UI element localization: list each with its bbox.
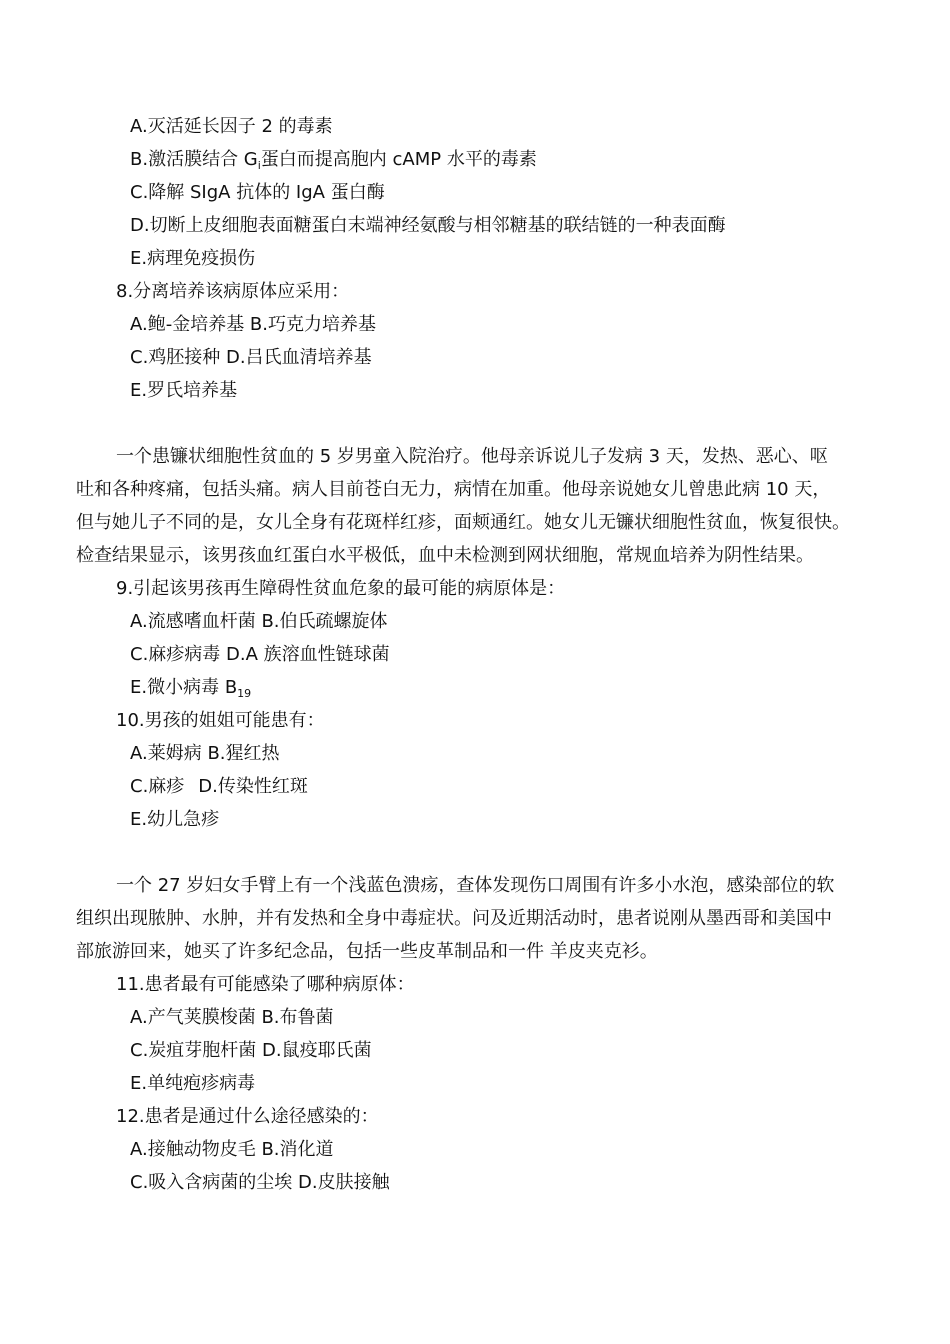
case2-line-1: 一个患镰状细胞性贫血的 5 岁男童入院治疗。他母亲诉说儿子发病 3 天，发热、恶心、呕 (116, 446, 828, 467)
q11-question: 11.患者最有可能感染了哪种病原体： (116, 974, 415, 995)
q7-option-b (130, 148, 537, 172)
case3-line-1: 一个 27 岁妇女手臂上有一个浅蓝色溃疡，查体发现伤口周围有许多小水泡，感染部位的软 (116, 875, 835, 896)
case2-line-2: 吐和各种疼痛，包括头痛。病人目前苍白无力，病情在加重。他母亲说她女儿曾患此病 10 天， (76, 479, 831, 500)
q9-options-cd: C.麻疹病毒 D.A 族溶血性链球菌 (130, 644, 390, 665)
q8-options-ab: A.鲍-金培养基 B.巧克力培养基 (130, 314, 377, 335)
q8-options-cd: C.鸡胚接种 D.吕氏血清培养基 (130, 347, 372, 368)
q9-option-e (130, 676, 251, 700)
q9-options-ab: A.流感嗜血杆菌 B.伯氏疏螺旋体 (130, 611, 388, 632)
q12-options-ab: A.接触动物皮毛 B.消化道 (130, 1139, 334, 1160)
q11-options-cd: C.炭疽芽胞杆菌 D.鼠疫耶氏菌 (130, 1040, 372, 1061)
q7-option-a: A.灭活延长因子 2 的毒素 (130, 116, 333, 137)
q10-option-d: D.传染性红斑 (198, 776, 308, 797)
q7-option-b-text-rest: 蛋白而提高胞内 cAMP 水平的毒素 (260, 149, 537, 170)
case3-line-2: 组织出现脓肿、水肿，并有发热和全身中毒症状。问及近期活动时，患者说刚从墨西哥和美国中 (76, 908, 832, 929)
q11-option-e: E.单纯疱疹病毒 (130, 1073, 256, 1094)
q9-question: 9.引起该男孩再生障碍性贫血危象的最可能的病原体是： (116, 578, 566, 599)
q11-options-ab: A.产气荚膜梭菌 B.布鲁菌 (130, 1007, 334, 1028)
q10-options-cd (130, 775, 308, 799)
q9-option-e-text: E.微小病毒 B (130, 677, 238, 698)
q7-option-c: C.降解 SIgA 抗体的 IgA 蛋白酶 (130, 182, 385, 203)
q10-question: 10.男孩的姐姐可能患有： (116, 710, 325, 731)
q7-option-b-subscript: i (257, 159, 261, 172)
q7-option-d: D.切断上皮细胞表面糖蛋白末端神经氨酸与相邻糖基的联结链的一种表面酶 (130, 215, 726, 236)
case2-line-4: 检查结果显示，该男孩血红蛋白水平极低，血中未检测到网状细胞，常规血培养为阴性结果。 (76, 545, 814, 566)
q7-option-e: E.病理免疫损伤 (130, 248, 256, 269)
q8-option-e: E.罗氏培养基 (130, 380, 238, 401)
case3-line-3: 部旅游回来，她买了许多纪念品，包括一些皮革制品和一件 羊皮夹克衫。 (76, 941, 658, 962)
case2-line-3: 但与她儿子不同的是，女儿全身有花斑样红疹，面颊通红。她女儿无镰状细胞性贫血，恢复很快。 (76, 512, 850, 533)
q10-option-e: E.幼儿急疹 (130, 809, 220, 830)
q9-option-e-subscript: 19 (237, 687, 252, 700)
q10-options-ab: A.莱姆病 B.猩红热 (130, 743, 280, 764)
q10-option-c: C.麻疹 (130, 776, 185, 797)
q7-option-b-text: B.激活膜结合 G (130, 149, 258, 170)
q12-question: 12.患者是通过什么途径感染的： (116, 1106, 379, 1127)
q8-question: 8.分离培养该病原体应采用： (116, 281, 350, 302)
q12-options-cd: C.吸入含病菌的尘埃 D.皮肤接触 (130, 1172, 390, 1193)
